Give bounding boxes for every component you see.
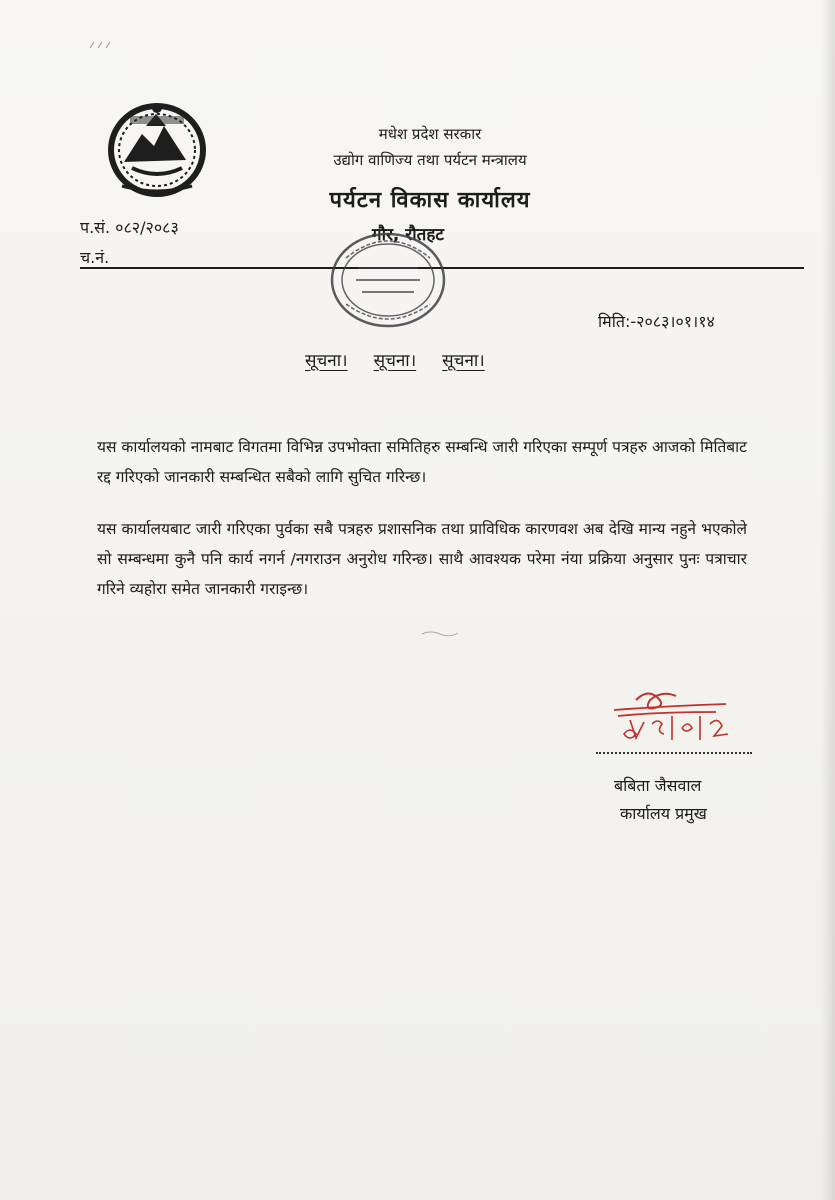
nepal-government-emblem-icon [102,96,212,200]
notice-word: सूचना। [442,351,485,371]
body-paragraph-2: यस कार्यालयबाट जारी गरिएका पुर्वका सबै पत्रहरु प्रशासनिक तथा प्राविधिक कारणवश अब देखि मान्य नहुने भएकोले सो सम्बन्धमा कुनै पनि कार्य नगर्न /नगराउन अनुरोध गरिन्छ। साथै आवश्यक परेमा नंया प्रक्रिया अनुसार पुनः पत्राचार गरिने व्यहोरा समेत जानकारी गराइन्छ। [97,520,747,598]
letter-reference-number: प.सं. ०८२/२०८३ [80,218,179,237]
ministry-name-heading: उद्योग वाणिज्य तथा पर्यटन मन्त्रालय [333,151,527,169]
body-paragraph-1: यस कार्यालयको नामबाट विगतमा विभिन्न उपभोक्ता समितिहरु सम्बन्धि जारी गरिएका सम्पूर्ण पत्रहरु आजको मितिबाट रद्द गरिएको जानकारी सम्बन्धित सबैको लागि सुचित गरिन्छ। [97,438,747,486]
signature-line [596,752,752,754]
page-edge-shadow [821,0,835,1200]
pencil-mark-icon [420,628,460,638]
office-seal-stamp-icon [318,218,468,336]
office-name-heading: पर्यटन विकास कार्यालय [329,188,531,213]
handwritten-signature-icon [596,686,756,750]
office-location-heading: गौर, रौतहट [372,225,444,245]
signatory-title: कार्यालय प्रमुख [620,804,707,823]
signatory-name: बबिता जैसवाल [614,776,702,795]
scan-mark-icon [88,40,118,50]
notice-word: सूचना। [373,351,417,371]
notice-heading [305,348,565,371]
dispatch-number: च.नं. [80,248,110,267]
ministry-province-heading: मधेश प्रदेश सरकार [378,125,482,143]
notice-word: सूचना। [305,351,348,371]
letter-date: मिति:-२०८३।०१।१४ [598,312,715,331]
